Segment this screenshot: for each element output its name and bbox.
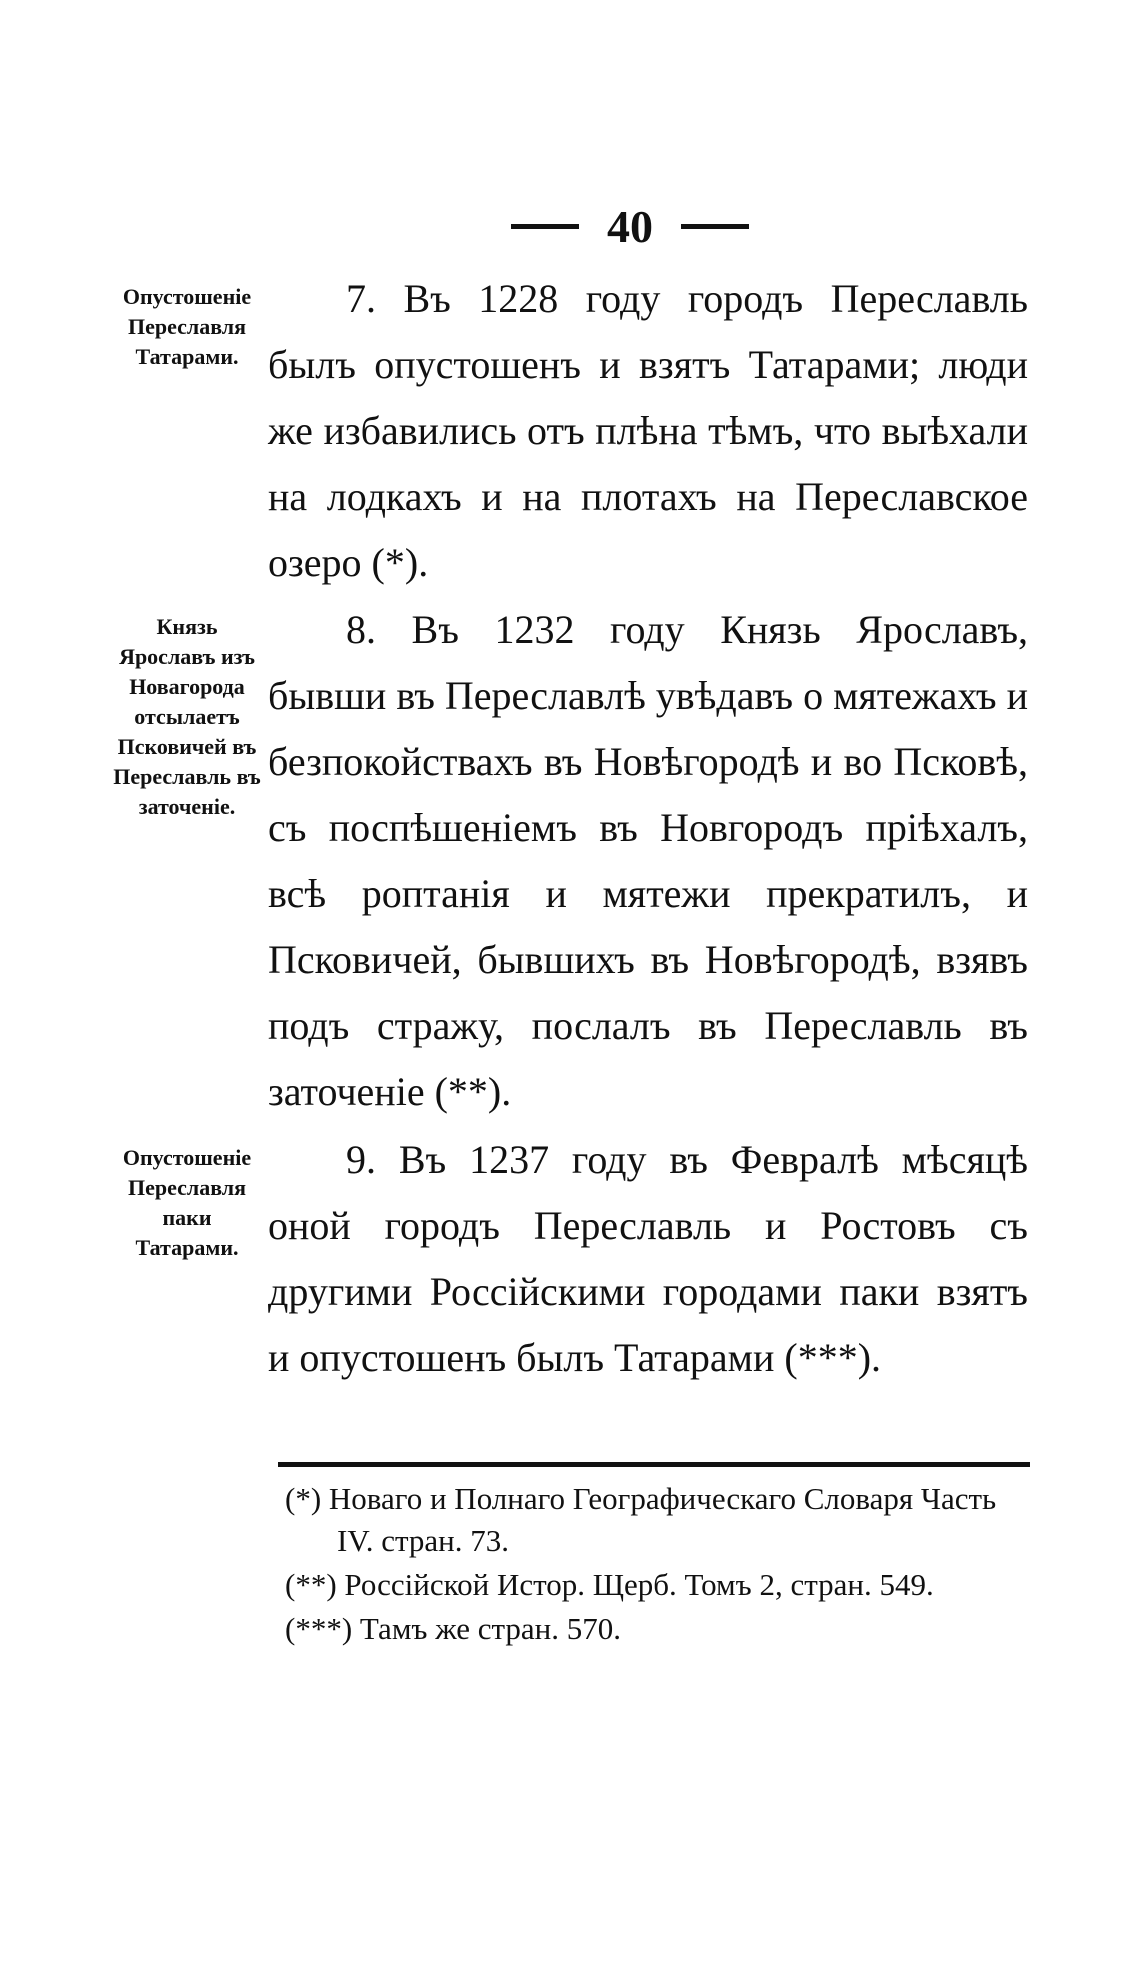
paragraph: 7. Въ 1228 году городъ Переславль былъ опустошенъ и взятъ Татарами; люди же избавились отъ плѣна тѣмъ, что выѣхали на лодкахъ и на плотахъ на Переславское озеро (*). bbox=[268, 276, 1028, 585]
paragraph: 8. Въ 1232 году Князь Ярославъ, бывши въ Переславлѣ увѣдавъ о мятежахъ и безпокойствахъ въ Новѣгородѣ и во Псковѣ, съ поспѣшеніемъ въ Новгородъ пріѣхалъ, всѣ роптанія и мятежи прекратилъ, и Псковичей, бывшихъ въ Новѣгородѣ, взявъ подъ стражу, послалъ въ Переславль въ заточеніе (**). bbox=[268, 607, 1028, 1114]
page-number: 40 bbox=[607, 201, 653, 252]
header-dash-right bbox=[681, 224, 749, 229]
margin-note: Опустошеніе Переславля Татарами. bbox=[122, 284, 252, 369]
paragraph: 9. Въ 1237 году въ Февралѣ мѣсяцѣ оной городъ Переславль и Ростовъ съ другими Россійскими городами паки взятъ и опустошенъ былъ Татарами (***). bbox=[268, 1137, 1028, 1380]
footnote: (***) Тамъ же стран. 570. bbox=[285, 1611, 622, 1646]
header-dash-left bbox=[511, 224, 579, 229]
margin-note: Князь Ярославъ изъ Новагорода отсылаетъ Псковичей въ Переславль въ заточеніе. bbox=[113, 614, 261, 819]
footnote-divider bbox=[278, 1462, 1030, 1467]
page-header bbox=[480, 200, 780, 253]
margin-note: Опустошеніе Переславля паки Татарами. bbox=[122, 1145, 252, 1260]
footnotes bbox=[285, 1478, 1030, 1652]
footnote: (*) Новаго и Полнаго Географическаго Словаря Часть IV. стран. 73. bbox=[285, 1481, 997, 1558]
footnote: (**) Россійской Истор. Щерб. Томъ 2, стран. 549. bbox=[285, 1567, 934, 1602]
